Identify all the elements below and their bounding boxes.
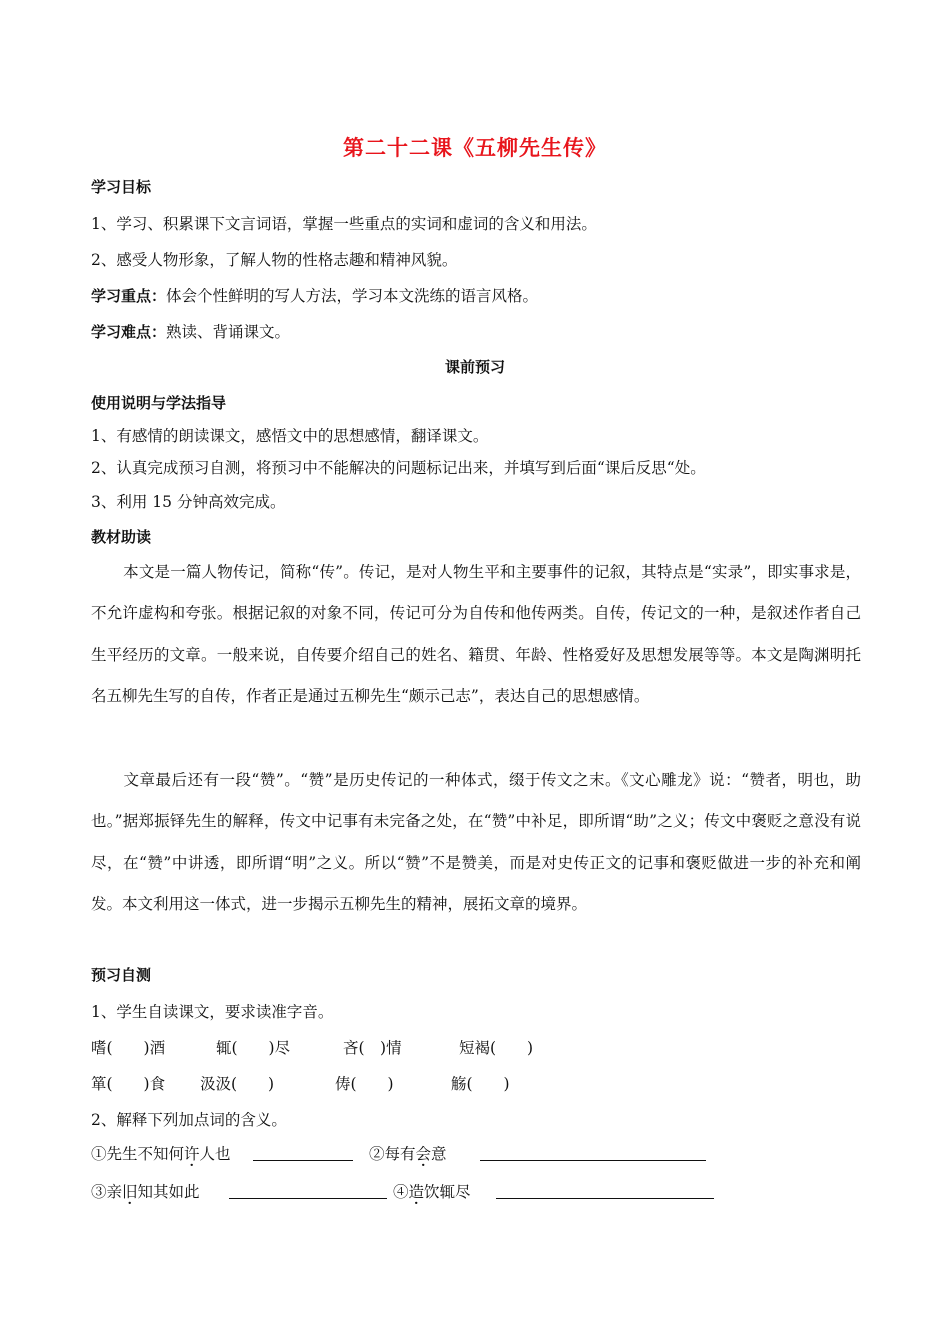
pronunciation-item: 短褐( )	[459, 1039, 534, 1057]
goal-item-2: 2、感受人物形象，了解人物的性格志趣和精神风貌。	[91, 251, 458, 269]
difficulty-line	[91, 320, 290, 342]
preview-heading: 课前预习	[444, 358, 505, 376]
selftest-question-1: 1、学生自读课文，要求读准字音。	[91, 1003, 334, 1021]
guide-item-1: 1、有感情的朗读课文，感悟文中的思想感情，翻译课文。	[91, 427, 489, 445]
pronunciation-item: 辄( )尽	[216, 1039, 291, 1057]
goal-item-1: 1、学习、积累课下文言词语，掌握一些重点的实词和虚词的含义和用法。	[91, 215, 597, 233]
difficulty-label: 学习难点：	[91, 323, 167, 341]
focus-line	[91, 284, 538, 306]
pronunciation-item: 汲汲( )	[200, 1075, 275, 1093]
reading-paragraph-1-text: 本文是一篇人物传记，简称“传”。传记，是对人物生平和主要事件的记叙，其特点是“实录”，即实事求是，不允许虚构和夸张。根据记叙的对象不同，传记可分为自传和他传两类。自传，传记文的一种，是叙述作者自己生平经历的文章。一般来说，自传要介绍自己的姓名、籍贯、年龄、性格爱好及思想发展等等。本文是陶渊明托名五柳先生写的自传，作者正是通过五柳先生“颇示己志”，表达自己的思想感情。	[91, 563, 861, 706]
focus-label: 学习重点：	[91, 287, 167, 305]
focus-text: 体会个性鲜明的写人方法，学习本文洗练的语言风格。	[166, 287, 539, 305]
answer-blank[interactable]	[253, 1160, 353, 1161]
definition-item-4: ④造饮辄尽	[393, 1183, 471, 1201]
dotted-word: 造	[408, 1183, 425, 1201]
answer-blank[interactable]	[480, 1160, 706, 1161]
definition-item-1: ①先生不知何许人也	[91, 1145, 231, 1163]
selftest-question-2: 2、解释下列加点词的含义。	[91, 1111, 287, 1129]
pronunciation-item: 吝( )情	[343, 1039, 402, 1057]
guide-heading: 使用说明与学法指导	[91, 394, 227, 412]
reading-paragraph-2-text: 文章最后还有一段“赞”。“赞”是历史传记的一种体式，缀于传文之末。《文心雕龙》说：“赞者，明也，助也。”据郑振铎先生的解释，传文中记事有未完备之处，在“赞”中补足，即所谓“助”之义；传文中褒贬之意没有说尽，在“赞”中讲透，即所谓“明”之义。所以“赞”不是赞美，而是对史传正文的记事和褒贬做进一步的补充和阐发。本文利用这一体式，进一步揭示五柳先生的精神，展拓文章的境界。	[91, 771, 861, 914]
goals-heading: 学习目标	[91, 178, 152, 196]
definition-item-2: ②每有会意	[369, 1145, 447, 1163]
dotted-word: 会	[415, 1145, 432, 1163]
reading-heading: 教材助读	[91, 528, 152, 546]
selftest-heading: 预习自测	[91, 966, 152, 984]
difficulty-text: 熟读、背诵课文。	[166, 323, 291, 341]
reading-paragraph-2	[91, 760, 861, 926]
pronunciation-item: 俦( )	[335, 1075, 394, 1093]
lesson-title: 第二十二课《五柳先生传》	[343, 136, 607, 160]
pronunciation-item: 觞( )	[451, 1075, 510, 1093]
pronunciation-item: 箪( )食	[91, 1075, 166, 1093]
guide-item-2: 2、认真完成预习自测，将预习中不能解决的问题标记出来，并填写到后面“课后反思“处。	[91, 459, 706, 477]
answer-blank[interactable]	[229, 1198, 387, 1199]
reading-paragraph-1	[91, 552, 861, 718]
dotted-word: 旧	[122, 1183, 138, 1201]
answer-blank[interactable]	[496, 1198, 714, 1199]
dotted-word: 许	[184, 1145, 200, 1163]
definition-item-3: ③亲旧知其如此	[91, 1183, 200, 1201]
guide-item-3: 3、利用 15 分钟高效完成。	[91, 493, 286, 511]
pronunciation-item: 嗜( )酒	[91, 1039, 166, 1057]
